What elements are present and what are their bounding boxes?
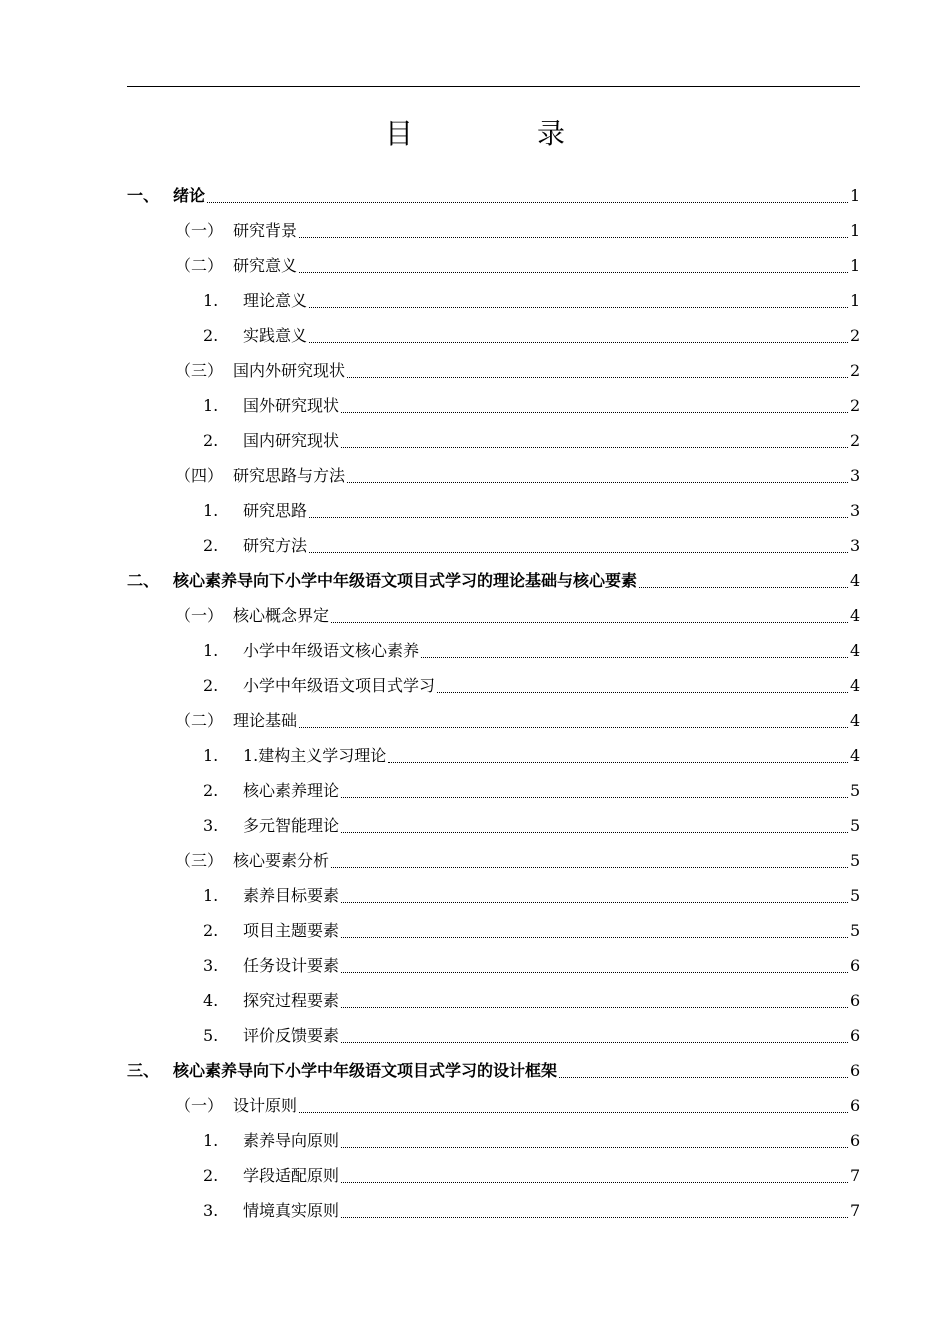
toc-entry-level-3[interactable]	[203, 878, 860, 913]
toc-entry-page-number: 6	[850, 1131, 861, 1150]
dot-leader	[309, 552, 848, 553]
toc-entry-page-number: 5	[850, 851, 861, 870]
toc-entry-level-3[interactable]	[203, 1123, 860, 1158]
toc-entry-level-3[interactable]	[203, 528, 860, 563]
toc-entry-title: 研究意义	[233, 256, 298, 275]
toc-entry-page-number: 2	[850, 431, 861, 450]
toc-entry-level-3[interactable]	[203, 493, 860, 528]
toc-entry-number: （三）	[175, 361, 224, 380]
toc-entry-title: 国内研究现状	[243, 431, 340, 450]
toc-entry-number: 2.	[203, 431, 219, 450]
toc-entry-title: 理论基础	[233, 711, 298, 730]
dot-leader	[341, 1182, 848, 1183]
toc-entry-level-1[interactable]	[127, 178, 860, 213]
dot-leader	[437, 692, 848, 693]
toc-entry-level-2[interactable]	[175, 1088, 860, 1123]
toc-entry-level-3[interactable]	[203, 633, 860, 668]
toc-entry-title: 实践意义	[243, 326, 308, 345]
toc-entry-page-number: 6	[850, 956, 861, 975]
toc-entry-number: 三、	[127, 1061, 160, 1080]
toc-entry-title: 理论意义	[243, 291, 308, 310]
toc-entry-page-number: 5	[850, 886, 861, 905]
toc-entry-level-3[interactable]	[203, 773, 860, 808]
toc-entry-level-3[interactable]	[203, 808, 860, 843]
dot-leader	[341, 1042, 848, 1043]
toc-entry-title: 项目主题要素	[243, 921, 340, 940]
toc-entry-page-number: 4	[850, 571, 861, 590]
toc-entry-page-number: 4	[850, 746, 861, 765]
toc-entry-number: 2.	[203, 921, 219, 940]
toc-entry-page-number: 3	[850, 536, 861, 555]
toc-entry-page-number: 1	[850, 291, 861, 310]
toc-entry-title: 设计原则	[233, 1096, 298, 1115]
toc-entry-page-number: 1	[850, 221, 861, 240]
toc-entry-level-3[interactable]	[203, 283, 860, 318]
toc-entry-number: 3.	[203, 956, 219, 975]
toc-entry-title: 素养导向原则	[243, 1131, 340, 1150]
toc-entry-page-number: 6	[850, 1096, 861, 1115]
toc-entry-number: 1.	[203, 1131, 219, 1150]
dot-leader	[309, 517, 848, 518]
dot-leader	[341, 832, 848, 833]
toc-entry-page-number: 7	[850, 1201, 861, 1220]
toc-entry-number: 3.	[203, 816, 219, 835]
toc-entry-title: 素养目标要素	[243, 886, 340, 905]
toc-entry-number: 3.	[203, 1201, 219, 1220]
toc-entry-number: 1.	[203, 396, 219, 415]
toc-entry-level-2[interactable]	[175, 703, 860, 738]
toc-entry-number: 2.	[203, 781, 219, 800]
toc-entry-page-number: 6	[850, 1061, 861, 1080]
toc-entry-level-3[interactable]	[203, 423, 860, 458]
toc-entry-title: 国外研究现状	[243, 396, 340, 415]
toc-entry-number: （一）	[175, 1096, 224, 1115]
toc-entry-page-number: 1	[850, 256, 861, 275]
toc-entry-level-2[interactable]	[175, 458, 860, 493]
toc-entry-number: 1.	[203, 641, 219, 660]
toc-entry-number: 1.	[203, 501, 219, 520]
toc-entry-number: （一）	[175, 221, 224, 240]
header-rule	[127, 86, 860, 87]
toc-entry-page-number: 2	[850, 396, 861, 415]
toc-entry-level-3[interactable]	[203, 1158, 860, 1193]
toc-entry-level-3[interactable]	[203, 318, 860, 353]
toc-entry-number: 2.	[203, 326, 219, 345]
toc-entry-title: 情境真实原则	[243, 1201, 340, 1220]
toc-entry-title: 学段适配原则	[243, 1166, 340, 1185]
toc-entry-number: 二、	[127, 571, 160, 590]
toc-entry-number: 4.	[203, 991, 219, 1010]
dot-leader	[341, 412, 848, 413]
toc-entry-level-2[interactable]	[175, 213, 860, 248]
toc-entry-title: 研究背景	[233, 221, 298, 240]
toc-entry-number: （一）	[175, 606, 224, 625]
dot-leader	[309, 307, 848, 308]
dot-leader	[341, 1147, 848, 1148]
dot-leader	[341, 447, 848, 448]
toc-entry-page-number: 4	[850, 676, 861, 695]
toc-entry-title: 核心概念界定	[233, 606, 330, 625]
page-title: 目 录	[384, 117, 613, 150]
toc-entry-page-number: 2	[850, 326, 861, 345]
toc-entry-page-number: 6	[850, 991, 861, 1010]
toc-entry-number: （二）	[175, 256, 224, 275]
toc-entry-level-1[interactable]	[127, 1053, 860, 1088]
toc-entry-level-2[interactable]	[175, 248, 860, 283]
dot-leader	[341, 902, 848, 903]
dot-leader	[639, 587, 848, 588]
toc-entry-title: 研究方法	[243, 536, 308, 555]
dot-leader	[341, 797, 848, 798]
dot-leader	[341, 937, 848, 938]
toc-entry-number: 1.	[203, 291, 219, 310]
toc-entry-title: 核心素养理论	[243, 781, 340, 800]
toc-entry-title: 探究过程要素	[243, 991, 340, 1010]
toc-entry-title: 绪论	[173, 186, 206, 205]
toc-entry-level-3[interactable]	[203, 738, 860, 773]
toc-entry-page-number: 3	[850, 466, 861, 485]
dot-leader	[341, 1007, 848, 1008]
toc-entry-page-number: 4	[850, 606, 861, 625]
toc-entry-title: 研究思路与方法	[233, 466, 346, 485]
toc-entry-level-2[interactable]	[175, 598, 860, 633]
dot-leader	[299, 272, 848, 273]
toc-entry-level-3[interactable]	[203, 668, 860, 703]
toc-entry-page-number: 6	[850, 1026, 861, 1045]
toc-entry-level-1[interactable]	[127, 563, 860, 598]
dot-leader	[331, 622, 848, 623]
dot-leader	[331, 867, 848, 868]
toc-entry-page-number: 3	[850, 501, 861, 520]
dot-leader	[347, 377, 848, 378]
toc-entry-number: 2.	[203, 1166, 219, 1185]
toc-entry-number: 5.	[203, 1026, 219, 1045]
toc-entry-number: （四）	[175, 466, 224, 485]
dot-leader	[388, 762, 848, 763]
toc-entry-level-3[interactable]	[203, 913, 860, 948]
dot-leader	[309, 342, 848, 343]
toc-entry-number: 2.	[203, 536, 219, 555]
toc-entry-title: 小学中年级语文项目式学习	[243, 676, 436, 695]
dot-leader	[299, 727, 848, 728]
toc-entry-level-3[interactable]	[203, 983, 860, 1018]
toc-entry-page-number: 4	[850, 711, 861, 730]
dot-leader	[341, 1217, 848, 1218]
toc-entry-title: 核心素养导向下小学中年级语文项目式学习的设计框架	[173, 1061, 558, 1080]
toc-entry-number: 1.	[203, 886, 219, 905]
toc-entry-page-number: 2	[850, 361, 861, 380]
toc-entry-page-number: 4	[850, 641, 861, 660]
toc-entry-number: 一、	[127, 186, 160, 205]
toc-entry-level-2[interactable]	[175, 843, 860, 878]
dot-leader	[421, 657, 848, 658]
toc-entry-page-number: 5	[850, 781, 861, 800]
dot-leader	[207, 202, 848, 203]
toc-entry-level-3[interactable]	[203, 1193, 860, 1228]
toc-entry-number: （三）	[175, 851, 224, 870]
toc-entry-number: 1.	[203, 746, 219, 765]
toc-entry-title: 评价反馈要素	[243, 1026, 340, 1045]
toc-entry-title: 任务设计要素	[243, 956, 340, 975]
toc-entry-title: 核心要素分析	[233, 851, 330, 870]
toc-entry-number: （二）	[175, 711, 224, 730]
toc-entry-title: 多元智能理论	[243, 816, 340, 835]
toc-entry-page-number: 5	[850, 921, 861, 940]
dot-leader	[559, 1077, 848, 1078]
dot-leader	[299, 1112, 848, 1113]
toc-entry-title: 研究思路	[243, 501, 308, 520]
toc-entry-title: 小学中年级语文核心素养	[243, 641, 420, 660]
toc-entry-page-number: 1	[850, 186, 861, 205]
toc-entry-title: 核心素养导向下小学中年级语文项目式学习的理论基础与核心要素	[173, 571, 638, 590]
toc-entry-level-3[interactable]	[203, 1018, 860, 1053]
toc-entry-title: 国内外研究现状	[233, 361, 346, 380]
dot-leader	[299, 237, 848, 238]
dot-leader	[347, 482, 848, 483]
toc-entry-number: 2.	[203, 676, 219, 695]
toc-entry-level-2[interactable]	[175, 353, 860, 388]
dot-leader	[341, 972, 848, 973]
toc-entry-title: 1.建构主义学习理论	[243, 746, 387, 765]
toc-entry-level-3[interactable]	[203, 948, 860, 983]
toc-entry-page-number: 5	[850, 816, 861, 835]
toc-entry-level-3[interactable]	[203, 388, 860, 423]
toc-entry-page-number: 7	[850, 1166, 861, 1185]
